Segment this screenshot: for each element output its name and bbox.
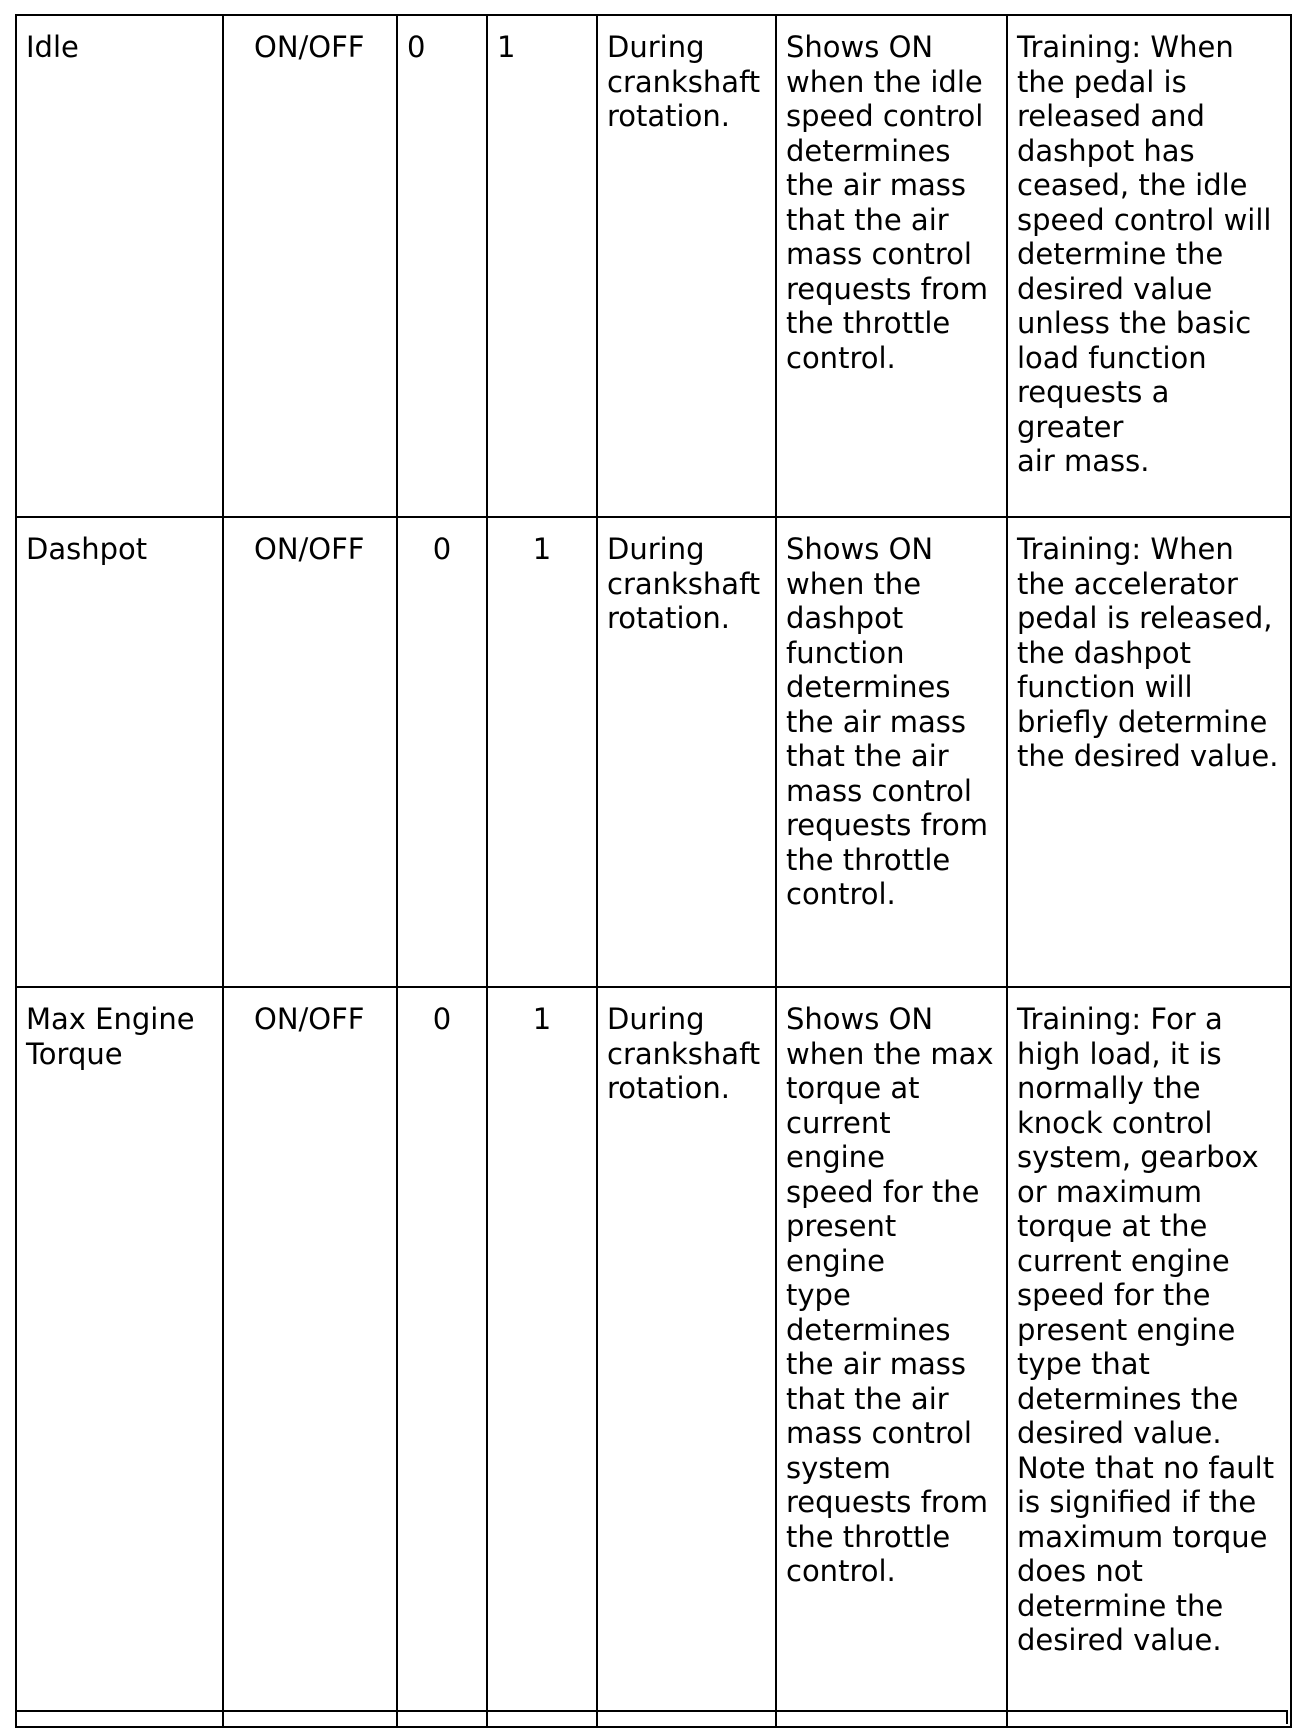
description-cell: Shows ON when the max torque at current engine speed for the present engine type determines the air mass that the air mass control system requests from the throttle control. bbox=[776, 987, 1007, 1727]
max-cell: 1 bbox=[487, 517, 597, 987]
table-row bbox=[16, 987, 1291, 1727]
min-cell: 0 bbox=[397, 987, 487, 1727]
next-row-divider bbox=[15, 1710, 17, 1724]
unit-cell: ON/OFF bbox=[223, 987, 397, 1727]
condition-cell: During crankshaft rotation. bbox=[597, 15, 776, 517]
notes-cell: Training: When the accelerator pedal is released, the dashpot function will briefly determine the desired value. bbox=[1007, 517, 1291, 987]
table-row bbox=[16, 517, 1291, 987]
next-row-border bbox=[15, 1710, 1288, 1712]
next-row-divider bbox=[486, 1710, 488, 1724]
min-cell: 0 bbox=[397, 15, 487, 517]
parameter-cell: Max Engine Torque bbox=[16, 987, 223, 1727]
unit-cell: ON/OFF bbox=[223, 15, 397, 517]
parameter-table bbox=[15, 14, 1292, 1728]
parameter-cell: Dashpot bbox=[16, 517, 223, 987]
condition-cell: During crankshaft rotation. bbox=[597, 517, 776, 987]
max-cell: 1 bbox=[487, 15, 597, 517]
next-row-divider bbox=[396, 1710, 398, 1724]
description-cell: Shows ON when the idle speed control determines the air mass that the air mass control requests from the throttle control. bbox=[776, 15, 1007, 517]
next-row-divider bbox=[775, 1710, 777, 1724]
condition-cell: During crankshaft rotation. bbox=[597, 987, 776, 1727]
max-cell: 1 bbox=[487, 987, 597, 1727]
min-cell: 0 bbox=[397, 517, 487, 987]
next-row-divider bbox=[1006, 1710, 1008, 1724]
description-cell: Shows ON when the dashpot function determines the air mass that the air mass control requests from the throttle control. bbox=[776, 517, 1007, 987]
table-row bbox=[16, 15, 1291, 517]
next-row-divider bbox=[1286, 1710, 1288, 1724]
next-row-divider bbox=[222, 1710, 224, 1724]
notes-cell: Training: For a high load, it is normally the knock control system, gearbox or maximum torque at the current engine speed for the present engine type that determines the desired value. Note that no fault is signified if the maximum torque does not determine the desired value. bbox=[1007, 987, 1291, 1727]
parameter-cell: Idle bbox=[16, 15, 223, 517]
next-row-divider bbox=[596, 1710, 598, 1724]
notes-cell: Training: When the pedal is released and dashpot has ceased, the idle speed control will determine the desired value unless the basic load function requests a greater air mass. bbox=[1007, 15, 1291, 517]
unit-cell: ON/OFF bbox=[223, 517, 397, 987]
